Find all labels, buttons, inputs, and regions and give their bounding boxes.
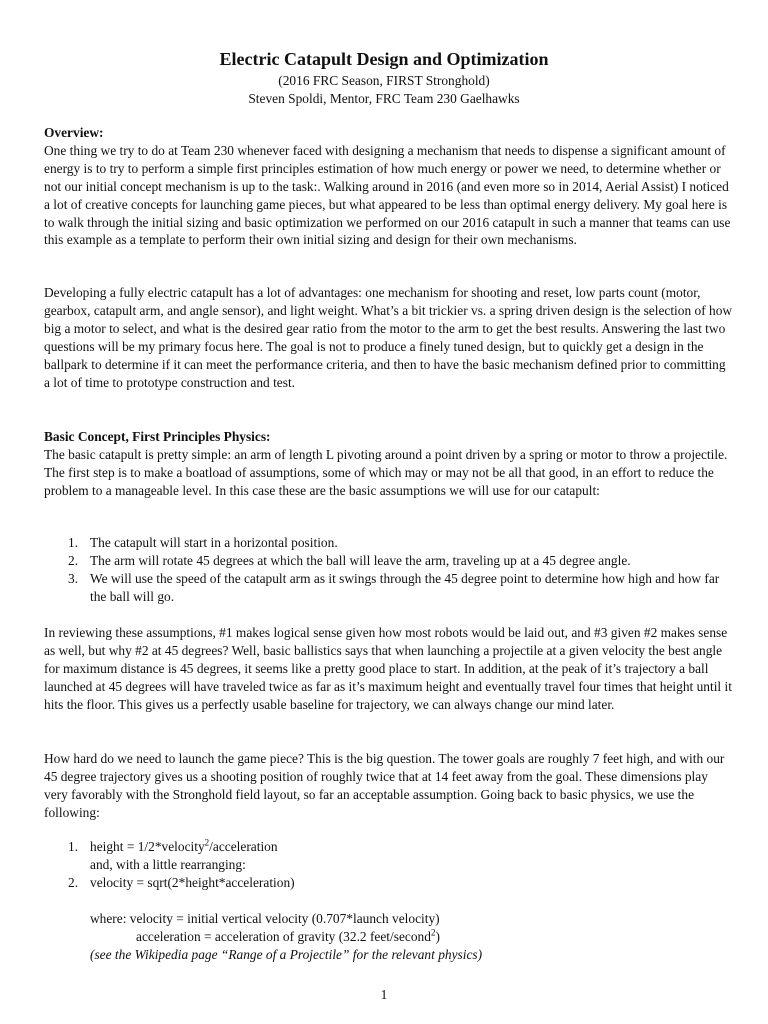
equation-velocity xyxy=(44,874,734,892)
equation-number: 1. xyxy=(68,839,79,854)
document-title: Electric Catapult Design and Optimization xyxy=(219,49,549,69)
basic-concept-section xyxy=(44,428,734,500)
where-superscript: 2 xyxy=(430,927,436,938)
equations-list xyxy=(44,838,734,892)
where-acceleration xyxy=(44,928,734,946)
basic-concept-paragraph-1: The basic catapult is pretty simple: an arm of length L pivoting around a point driven by a spring or motor to throw a projectile. The first step is to make a boatload of assumptions, some of which may or may not be all that good, in an effort to reduce the problem to a manageable level. In this case these are the basic assumptions we will use for our catapult: xyxy=(44,446,728,498)
basic-concept-paragraph-2: In reviewing these assumptions, #1 makes logical sense given how most robots would be laid out, and #3 given #2 makes sense as well, but why #2 at 45 degrees? Well, basic ballistics says that when launching a projectile at a given velocity the best angle for maximum distance is 45 degrees, it seems like a pretty good place to start. In addition, at the peak of it’s trajectory a ball launched at 45 degrees will have traveled twice as far as it’s maximum height and eventually travel four times that height until it hits the floor. This gives us a perfectly usable baseline for trajectory, we can always change our mind later. xyxy=(44,625,732,712)
basic-concept-paragraph-3: How hard do we need to launch the game piece? This is the big question. The tower goals are roughly 7 feet high, and with our 45 degree trajectory gives us a shooting position of roughly twice that at 14 feet away from the goal. These dimensions play very favorably with the Stronghold field layout, so far an acceptable assumption. Going back to basic physics, we use the following: xyxy=(44,751,725,820)
basic-concept-heading: Basic Concept, First Principles Physics: xyxy=(44,429,271,444)
where-velocity: where: velocity = initial vertical velocity (0.707*launch velocity) xyxy=(90,911,440,926)
where-text: ) xyxy=(435,928,440,944)
document-subtitle: (2016 FRC Season, FIRST Stronghold) xyxy=(278,73,490,88)
list-item-text: The arm will rotate 45 degrees at which the ball will leave the arm, traveling up at a 45 degree angle. xyxy=(90,552,631,568)
list-item-number: 3. xyxy=(68,570,79,586)
overview-paragraph-1: One thing we try to do at Team 230 whenever faced with designing a mechanism that needs to dispense a significant amount of energy is to try to perform a simple first principles estimation of how much energy or power we need, to determine whether or not our initial concept mechanism is up to the task:. Walking around in 2016 (and even more so in 2014, Aerial Assist) I noticed a lot of creative concepts for launching game pieces, but what appeared to be less than optimal energy delivery. My goal here is to walk through the initial sizing and basic optimization we performed on our 2016 catapult in such a manner that teams can use this example as a template to perform their own initial sizing and design for their own mechanisms. xyxy=(44,142,731,248)
overview-heading: Overview: xyxy=(44,125,104,140)
list-item-number: 2. xyxy=(68,552,79,568)
overview-paragraph-2: Developing a fully electric catapult has a lot of advantages: one mechanism for shooting and reset, low parts count (motor, gearbox, catapult arm, and angle sensor), and light weight. What’s a bit trickier vs. a spring driven design is the selection of how big a motor to select, and what is the desired gear ratio from the motor to the arm to get the best results. Answering the last two questions will be my primary focus here. The goal is not to produce a finely tuned design, but to quickly get a design in the ballpark to determine if it can meet the performance criteria, and then to have the basic mechanism defined prior to committing a lot of time to prototype construction and test. xyxy=(44,285,733,390)
assumptions-list xyxy=(44,534,734,606)
where-block xyxy=(44,910,734,964)
launch-question-block xyxy=(44,750,734,822)
list-item xyxy=(44,552,734,570)
equation-continuation: and, with a little rearranging: xyxy=(90,856,246,872)
equation-height xyxy=(44,838,734,856)
equation-text: velocity = sqrt(2*height*acceleration) xyxy=(90,874,295,890)
assumptions-review-block xyxy=(44,624,734,714)
wikipedia-note: (see the Wikipedia page “Range of a Projectile” for the relevant physics) xyxy=(90,946,483,962)
list-item xyxy=(44,570,734,606)
list-item-text: The catapult will start in a horizontal position. xyxy=(90,535,338,550)
equation-text: height = 1/2*velocity xyxy=(90,839,205,854)
overview-section xyxy=(44,124,734,249)
equation-number: 2. xyxy=(68,874,79,890)
overview-paragraph-2-block xyxy=(44,284,734,391)
equation-text: /acceleration xyxy=(209,839,278,854)
list-item-text: We will use the speed of the catapult arm as it swings through the 45 degree point to determine how high and how far the ball will go. xyxy=(90,570,720,604)
list-item-number: 1. xyxy=(68,535,79,550)
page-number: 1 xyxy=(380,987,388,1002)
where-text: acceleration = acceleration of gravity (32.2 feet/second xyxy=(136,928,431,944)
equation-superscript: 2 xyxy=(204,837,210,848)
list-item xyxy=(44,534,734,552)
document-author: Steven Spoldi, Mentor, FRC Team 230 Gaelhawks xyxy=(248,91,520,106)
